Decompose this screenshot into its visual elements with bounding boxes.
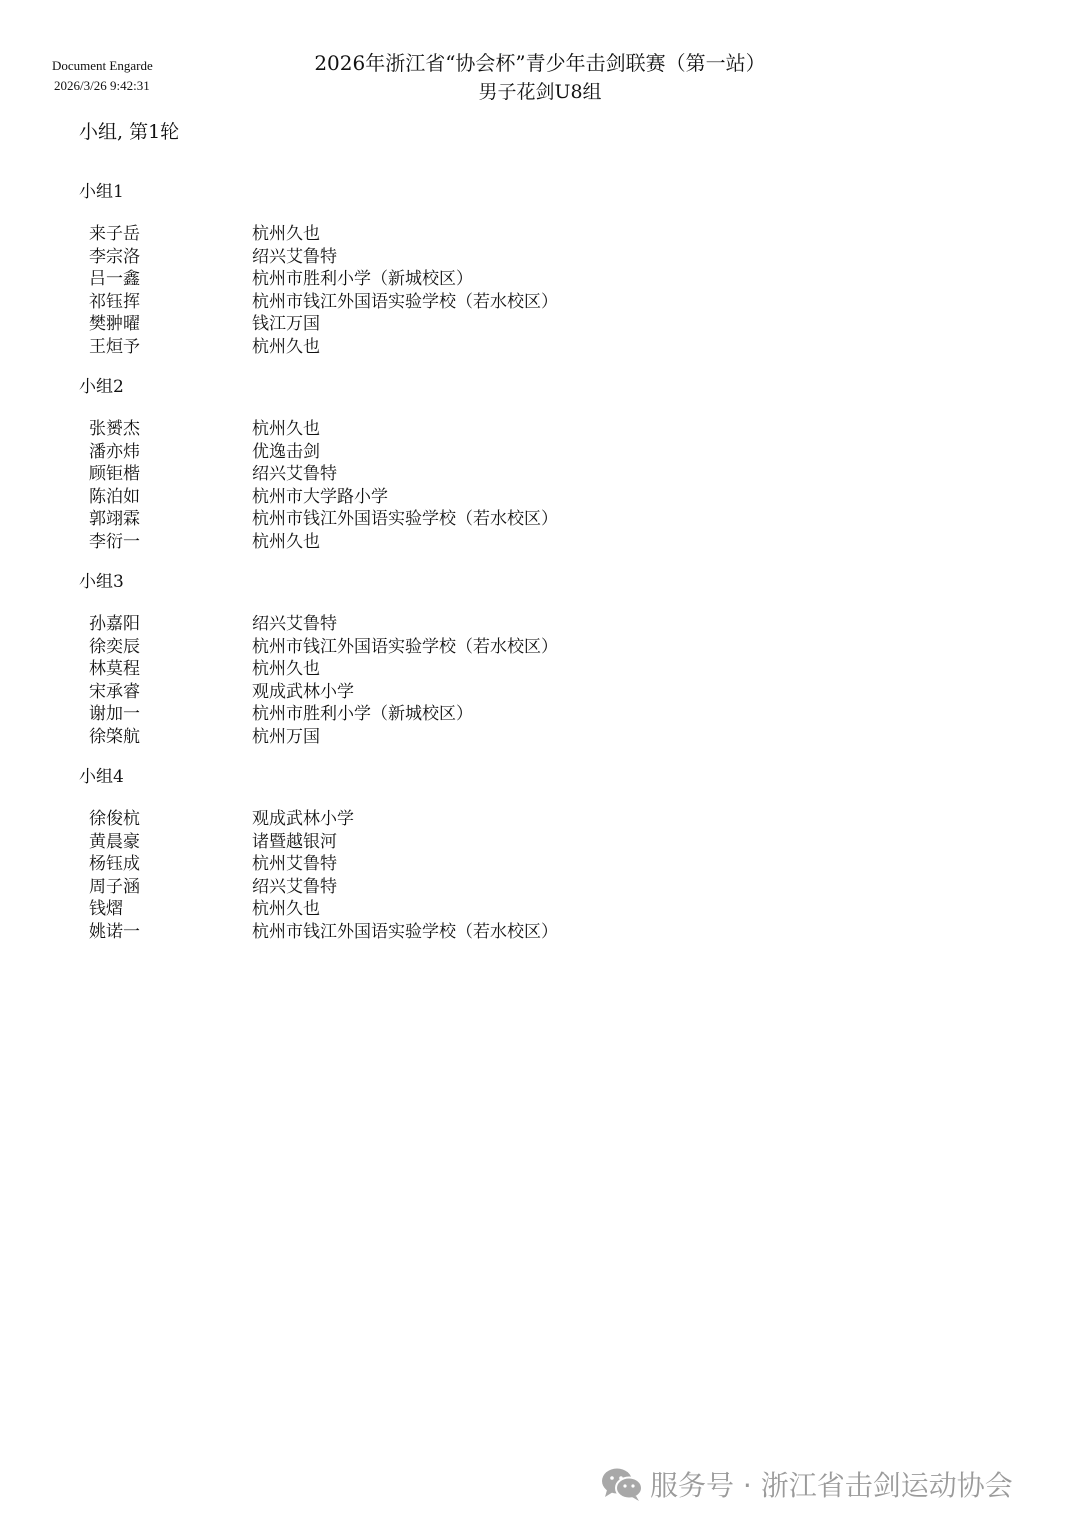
fencer-name: 宋承睿 bbox=[89, 681, 140, 702]
fencer-row bbox=[79, 658, 979, 681]
fencer-club: 杭州市胜利小学（新城校区） bbox=[252, 704, 473, 724]
fencer-name: 祁钰挥 bbox=[89, 291, 140, 312]
fencer-club: 杭州久也 bbox=[252, 531, 320, 552]
fencer-row bbox=[79, 876, 979, 899]
fencer-club: 绍兴艾鲁特 bbox=[252, 464, 337, 484]
fencer-name: 来子岳 bbox=[89, 224, 140, 244]
fencer-club: 绍兴艾鲁特 bbox=[252, 246, 337, 267]
pool-title: 小组3 bbox=[79, 572, 124, 592]
fencer-name: 孙嘉阳 bbox=[89, 614, 140, 634]
pool-group bbox=[79, 178, 979, 358]
event-subtitle: 男子花剑U8组 bbox=[478, 81, 602, 103]
fencer-name: 王烜予 bbox=[89, 336, 140, 357]
fencer-name: 樊翀曜 bbox=[89, 314, 140, 334]
fencer-row bbox=[79, 831, 979, 854]
fencer-row bbox=[79, 291, 979, 314]
wechat-icon bbox=[600, 1466, 644, 1502]
pool-group bbox=[79, 568, 979, 748]
document-header bbox=[0, 48, 1080, 106]
fencer-club: 杭州市胜利小学（新城校区） bbox=[252, 269, 473, 289]
fencer-name: 李衍一 bbox=[89, 531, 140, 552]
fencer-name: 张赟杰 bbox=[89, 419, 140, 439]
fencer-club: 杭州艾鲁特 bbox=[252, 854, 337, 874]
fencer-row bbox=[79, 703, 979, 726]
fencer-club: 观成武林小学 bbox=[252, 681, 354, 702]
fencer-name: 吕一鑫 bbox=[89, 269, 140, 289]
fencer-row bbox=[79, 636, 979, 659]
fencer-row bbox=[79, 613, 979, 636]
fencer-club: 杭州市钱江外国语实验学校（若水校区） bbox=[252, 291, 558, 312]
fencer-club: 杭州久也 bbox=[252, 899, 320, 919]
pool-group bbox=[79, 763, 979, 943]
fencer-row bbox=[79, 336, 979, 359]
fencer-row bbox=[79, 313, 979, 336]
competition-title: 2026年浙江省“协会杯”青少年击剑联赛（第一站） bbox=[314, 51, 766, 75]
fencer-row bbox=[79, 853, 979, 876]
pool-group bbox=[79, 373, 979, 553]
fencer-name: 徐奕辰 bbox=[89, 636, 140, 657]
fencer-row bbox=[79, 463, 979, 486]
fencer-club: 杭州市钱江外国语实验学校（若水校区） bbox=[252, 509, 558, 529]
fencer-name: 黄晨豪 bbox=[89, 831, 140, 852]
watermark-text: 服务号 · 浙江省击剑运动协会 bbox=[650, 1469, 1013, 1502]
pool-roster bbox=[79, 223, 979, 358]
fencer-row bbox=[79, 508, 979, 531]
fencer-name: 李宗洛 bbox=[89, 246, 140, 267]
fencer-row bbox=[79, 921, 979, 944]
fencer-name: 徐棨航 bbox=[89, 726, 140, 747]
fencer-row bbox=[79, 726, 979, 749]
pool-roster bbox=[79, 418, 979, 553]
pool-roster bbox=[79, 613, 979, 748]
fencer-name: 周子涵 bbox=[89, 876, 140, 897]
software-name: Document Engarde bbox=[52, 58, 153, 73]
fencer-row bbox=[79, 486, 979, 509]
pool-title: 小组2 bbox=[79, 377, 124, 397]
fencer-club: 钱江万国 bbox=[252, 314, 320, 334]
fencer-club: 绍兴艾鲁特 bbox=[252, 876, 337, 897]
fencer-row bbox=[79, 223, 979, 246]
fencer-club: 杭州万国 bbox=[252, 726, 320, 747]
pool-title: 小组1 bbox=[79, 182, 124, 202]
fencer-row bbox=[79, 681, 979, 704]
fencer-club: 观成武林小学 bbox=[252, 809, 354, 829]
fencer-name: 徐俊杭 bbox=[89, 809, 140, 829]
fencer-club: 杭州久也 bbox=[252, 224, 320, 244]
fencer-name: 钱熠 bbox=[89, 899, 123, 919]
fencer-name: 姚诺一 bbox=[89, 921, 140, 942]
pool-title: 小组4 bbox=[79, 767, 124, 787]
fencer-row bbox=[79, 898, 979, 921]
fencer-club: 杭州市钱江外国语实验学校（若水校区） bbox=[252, 636, 558, 657]
fencer-club: 杭州久也 bbox=[252, 419, 320, 439]
fencer-row bbox=[79, 808, 979, 831]
pool-roster bbox=[79, 808, 979, 943]
print-timestamp: 2026/3/26 9:42:31 bbox=[54, 78, 150, 93]
fencer-club: 杭州市钱江外国语实验学校（若水校区） bbox=[252, 921, 558, 942]
watermark bbox=[600, 1462, 1013, 1506]
fencer-name: 陈泊如 bbox=[89, 486, 140, 507]
fencer-row bbox=[79, 418, 979, 441]
fencer-name: 郭翊霖 bbox=[89, 509, 140, 529]
fencer-name: 杨钰成 bbox=[89, 854, 140, 874]
fencer-club: 优逸击剑 bbox=[252, 441, 320, 462]
fencer-row bbox=[79, 441, 979, 464]
pool-list bbox=[79, 178, 979, 958]
fencer-club: 诸暨越银河 bbox=[252, 831, 337, 852]
fencer-club: 绍兴艾鲁特 bbox=[252, 614, 337, 634]
fencer-row bbox=[79, 246, 979, 269]
fencer-row bbox=[79, 268, 979, 291]
fencer-club: 杭州市大学路小学 bbox=[252, 486, 388, 507]
fencer-name: 潘亦炜 bbox=[89, 441, 140, 462]
round-title: 小组, 第1轮 bbox=[79, 121, 180, 143]
fencer-club: 杭州久也 bbox=[252, 659, 320, 679]
fencer-club: 杭州久也 bbox=[252, 336, 320, 357]
fencer-row bbox=[79, 531, 979, 554]
fencer-name: 谢加一 bbox=[89, 704, 140, 724]
fencer-name: 林莫程 bbox=[89, 659, 140, 679]
fencer-name: 顾钜楷 bbox=[89, 464, 140, 484]
